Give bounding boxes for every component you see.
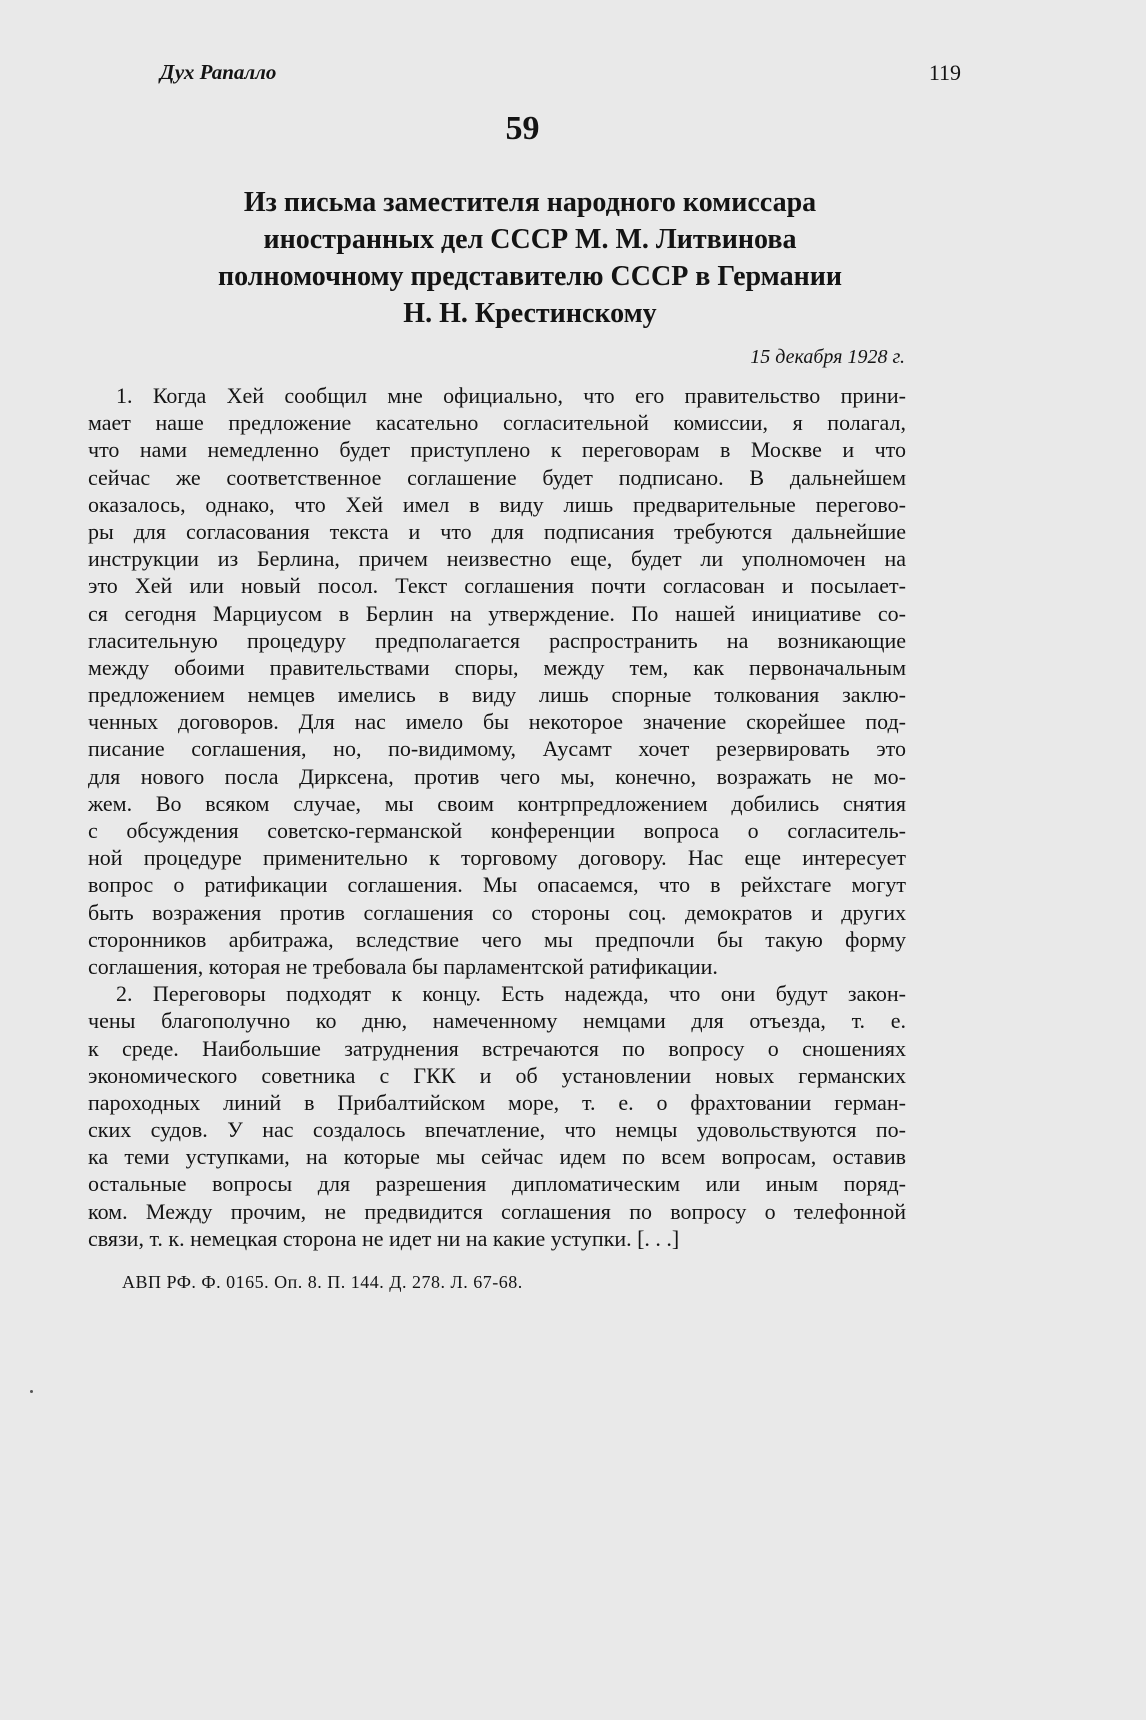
text-line: ся сегодня Марциусом в Берлин на утверждение. По нашей инициативе со- xyxy=(88,600,906,626)
document-date: 15 декабря 1928 г. xyxy=(750,346,905,368)
title-line: Из письма заместителя народного комиссара xyxy=(243,187,817,218)
text-line: экономического советника с ГКК и об установлении новых германских xyxy=(88,1062,906,1088)
text-line: это Хей или новый посол. Текст соглашения почти согласован и посылает- xyxy=(88,573,906,599)
document-body xyxy=(88,382,906,1252)
text-line: гласительную процедуру предполагается распространить на возникающие xyxy=(88,627,906,653)
text-line: 1. Когда Хей сообщил мне официально, что его правительство прини- xyxy=(116,383,906,408)
text-line: с обсуждения советско-германской конференции вопроса о согласитель- xyxy=(88,818,906,843)
text-line: для нового посла Дирксена, против чего мы, конечно, возражать не мо- xyxy=(88,763,906,789)
text-line: ры для согласования текста и что для подписания требуются дальнейшие xyxy=(88,518,906,544)
text-line: соглашения, которая не требовала бы парламентской ратификации. xyxy=(88,953,718,979)
text-line: чены благополучно ко дню, намеченному немцами для отъезда, т. е. xyxy=(88,1008,906,1034)
document-number: 59 xyxy=(505,110,540,147)
text-line: ских судов. У нас создалось впечатление, что немцы удовольствуются по- xyxy=(88,1117,906,1143)
text-line: предложением немцев имелись в виду лишь спорные толкования заклю- xyxy=(88,682,906,708)
text-line: вопрос о ратификации соглашения. Мы опасаемся, что в рейхстаге могут xyxy=(88,872,906,898)
text-line: остальные вопросы для разрешения дипломатическим или иным поряд- xyxy=(88,1171,906,1197)
text-line: пароходных линий в Прибалтийском море, т. е. о фрахтовании герман- xyxy=(88,1089,906,1115)
paragraph-1 xyxy=(88,382,906,980)
text-line: 2. Переговоры подходят к концу. Есть надежда, что они будут закон- xyxy=(116,981,906,1007)
scan-speck xyxy=(30,1390,33,1393)
text-line: между обоими правительствами споры, между тем, как первоначальным xyxy=(88,654,906,680)
text-line: ка теми уступками, на которые мы сейчас идем по всем вопросам, оставив xyxy=(88,1144,906,1170)
text-line: мает наше предложение касательно согласительной комиссии, я полагал, xyxy=(88,410,906,436)
text-line: что нами немедленно будет приступлено к переговорам в Москве и что xyxy=(88,437,906,463)
text-line: связи, т. к. немецкая сторона не идет ни на какие уступки. [. . .] xyxy=(88,1225,680,1251)
text-line: ной процедуре применительно к торговому договору. Нас еще интересует xyxy=(88,845,906,871)
text-line: ченных договоров. Для нас имело бы некоторое значение скорейшее под- xyxy=(88,709,906,735)
running-title: Дух Рапалло xyxy=(160,60,277,84)
title-line: иностранных дел СССР М. М. Литвинова xyxy=(263,224,797,255)
text-line: сторонников арбитража, вследствие чего мы предпочли бы такую форму xyxy=(88,926,906,952)
text-line: жем. Во всяком случае, мы своим контрпредложением добились снятия xyxy=(88,790,906,816)
text-line: к среде. Наибольшие затруднения встречаются по вопросу о сношениях xyxy=(88,1035,906,1061)
text-line: сейчас же соответственное соглашение будет подписано. В дальнейшем xyxy=(88,464,906,490)
archive-reference: АВП РФ. Ф. 0165. Оп. 8. П. 144. Д. 278. Л. 67-68. xyxy=(122,1272,523,1292)
text-line: писание соглашения, но, по-видимому, Аусамт хочет резервировать это xyxy=(88,736,906,762)
title-line: полномочному представителю СССР в Германии xyxy=(218,261,842,292)
text-line: инструкции из Берлина, причем неизвестно еще, будет ли уполномочен на xyxy=(88,546,906,572)
text-line: быть возражения против соглашения со стороны соц. демократов и других xyxy=(88,899,906,925)
text-line: ком. Между прочим, не предвидится соглашения по вопросу о телефонной xyxy=(88,1198,906,1224)
title-line: Н. Н. Крестинскому xyxy=(403,298,657,329)
text-line: оказалось, однако, что Хей имел в виду лишь предварительные перегово- xyxy=(88,491,906,517)
page-number: 119 xyxy=(928,60,961,85)
document-title xyxy=(120,184,940,332)
paragraph-2 xyxy=(88,980,906,1252)
